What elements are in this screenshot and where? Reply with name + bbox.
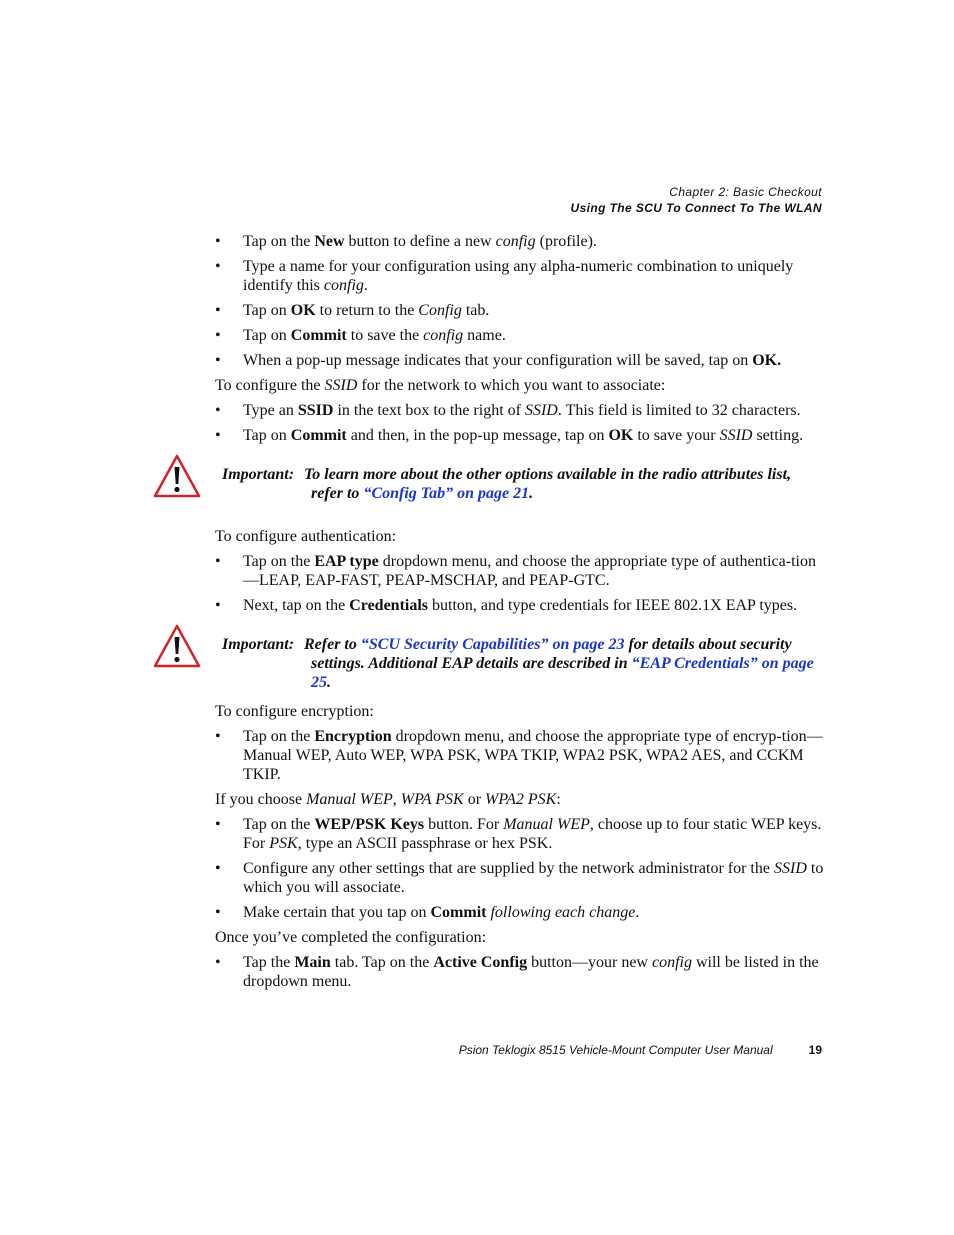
list-item: • Type an SSID in the text box to the right of SSID. This field is limited to 32 characters. — [215, 401, 831, 420]
running-header-section: Using The SCU To Connect To The WLAN — [570, 201, 822, 215]
paragraph: To configure encryption: — [215, 703, 374, 720]
important-note — [215, 635, 831, 692]
list-item: • Type a name for your configuration using any alpha-numeric combination to uniquely identify this config. — [215, 257, 831, 295]
list-item: • Make certain that you tap on Commit following each change. — [215, 903, 831, 922]
page-content — [215, 232, 831, 997]
important-text: Important: To learn more about the other options available in the radio attributes list, refer to “Config Tab” on page 21. — [222, 466, 792, 502]
important-label: Important: — [222, 636, 295, 653]
list-item: • Tap the Main tab. Tap on the Active Config button—your new config will be listed in the dropdown menu. — [215, 953, 831, 991]
list-item: • Tap on OK to return to the Config tab. — [215, 301, 831, 320]
running-header-chapter: Chapter 2: Basic Checkout — [669, 185, 822, 199]
list-item: • Configure any other settings that are supplied by the network administrator for the SSID to which you will associate. — [215, 859, 831, 897]
page-footer — [459, 1043, 822, 1057]
paragraph: To configure the SSID for the network to which you want to associate: — [215, 377, 666, 394]
list-item: • Tap on the EAP type dropdown menu, and choose the appropriate type of authentica-tion —LEAP, EAP-FAST, PEAP-MSCHAP, and PEAP-GTC. — [215, 552, 831, 590]
important-text: Important: Refer to “SCU Security Capabilities” on page 23 for details about security settings. Additional EAP details are described in “EAP Credentials” on page 25. — [222, 636, 814, 691]
paragraph: If you choose Manual WEP, WPA PSK or WPA2 PSK: — [215, 791, 561, 808]
list-item: • When a pop-up message indicates that your configuration will be saved, tap on OK. — [215, 351, 831, 370]
page-number: 19 — [808, 1043, 822, 1057]
list-item: • Next, tap on the Credentials button, and type credentials for IEEE 802.1X EAP types. — [215, 596, 831, 615]
list-item: • Tap on Commit and then, in the pop-up message, tap on OK to save your SSID setting. — [215, 426, 831, 445]
link-eap-credentials[interactable]: “EAP Credentials” on page 25 — [311, 655, 814, 691]
list-item: • Tap on the New button to define a new config (profile). — [215, 232, 831, 251]
warning-triangle-icon — [152, 453, 202, 499]
list-item: • Tap on the Encryption dropdown menu, and choose the appropriate type of encryp-tion—Manual WEP, Auto WEP, WPA PSK, WPA TKIP, WPA2 PSK, WPA2 AES, and CCKM TKIP. — [215, 727, 831, 784]
manual-title: Psion Teklogix 8515 Vehicle-Mount Computer User Manual — [458, 1043, 773, 1057]
paragraph: Once you’ve completed the configuration: — [215, 929, 487, 946]
link-config-tab[interactable]: “Config Tab” on page 21 — [363, 485, 530, 502]
list-item: • Tap on Commit to save the config name. — [215, 326, 831, 345]
link-scu-security[interactable]: “SCU Security Capabilities” on page 23 — [360, 636, 625, 653]
list-item: • Tap on the WEP/PSK Keys button. For Manual WEP, choose up to four static WEP keys. For PSK, type an ASCII passphrase or hex PSK. — [215, 815, 831, 853]
paragraph: To configure authentication: — [215, 528, 397, 545]
warning-triangle-icon — [152, 623, 202, 669]
important-label: Important: — [222, 466, 295, 483]
important-note — [215, 465, 831, 517]
